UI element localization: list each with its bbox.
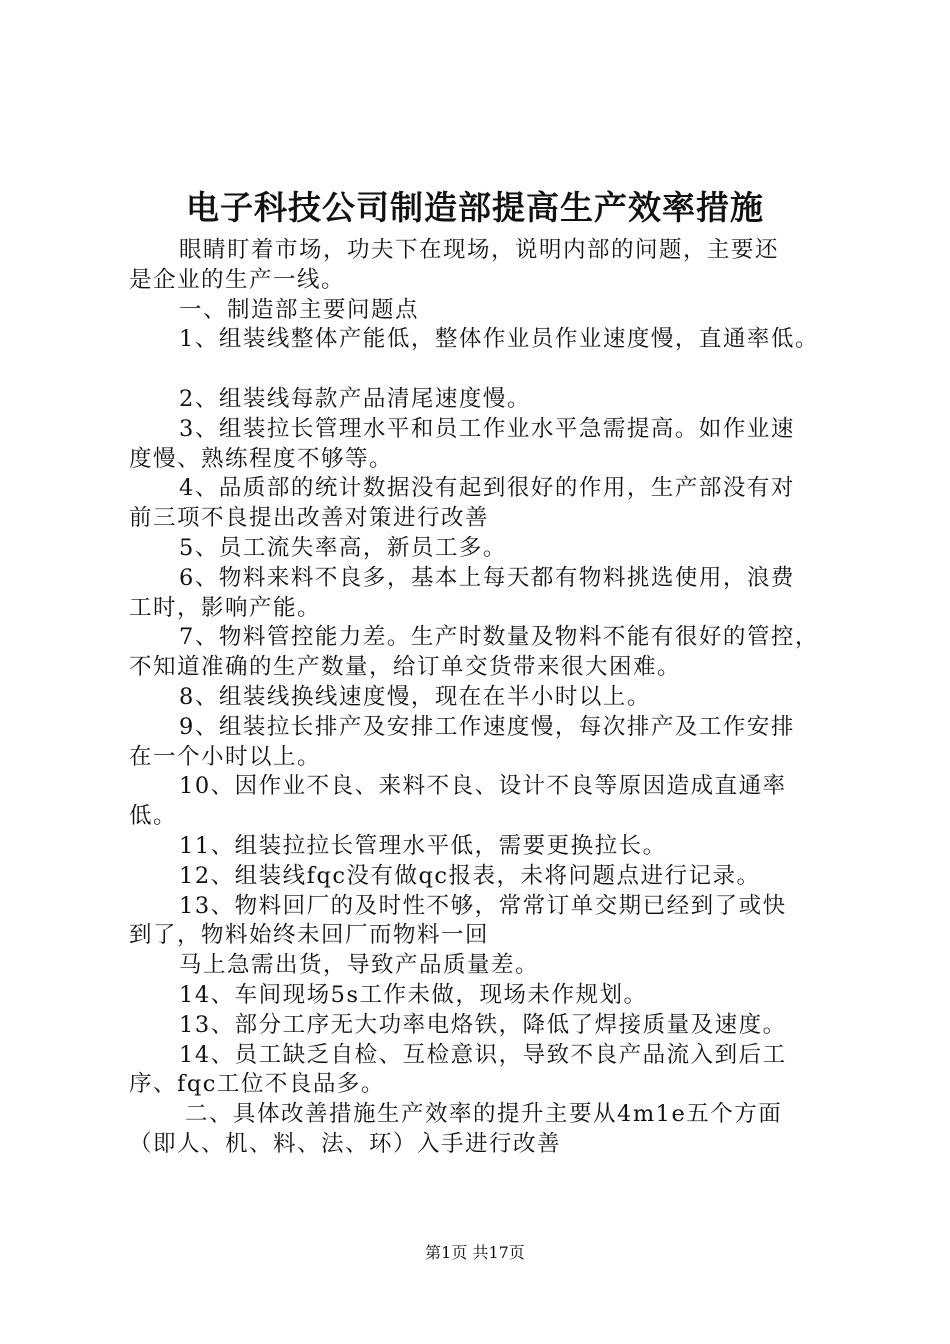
list-item-continuation: 马上急需出货，导致产品质量差。 — [179, 952, 540, 979]
paragraph-line: 眼睛盯着市场，功夫下在现场，说明内部的问题，主要还 — [179, 237, 780, 263]
list-item-continuation: 不知道准确的生产数量，给订单交货带来很大困难。 — [129, 654, 682, 681]
list-item: 14、车间现场5s工作未做，现场未作规划。 — [179, 981, 648, 1008]
list-item-continuation: 到了，物料始终未回厂而物料一回 — [129, 922, 490, 949]
list-item: 12、组装线fqc没有做qc报表，未将问题点进行记录。 — [179, 862, 761, 889]
list-item-continuation: 低。 — [129, 803, 178, 830]
blank-line — [129, 355, 845, 385]
list-item-continuation: 序、fqc工位不良品多。 — [129, 1071, 385, 1098]
list-item-continuation: 在一个小时以上。 — [129, 743, 322, 770]
list-item: 6、物料来料不良多，基本上每天都有物料挑选使用，浪费 — [179, 564, 795, 591]
list-item: 11、组装拉拉长管理水平低，需要更换拉长。 — [179, 832, 667, 859]
section-heading: 二、具体改善措施生产效率的提升主要从4m1e五个方面 — [185, 1101, 783, 1128]
paragraph-line: （即人、机、料、法、环）入手进行改善 — [129, 1130, 562, 1157]
list-item-continuation: 度慢、熟练程度不够等。 — [129, 445, 394, 472]
section-heading: 一、制造部主要问题点 — [179, 296, 420, 323]
list-item: 3、组装拉长管理水平和员工作业水平急需提高。如作业速 — [179, 415, 795, 442]
list-item: 1、组装线整体产能低，整体作业员作业速度慢，直通率低。 — [179, 326, 819, 353]
document-title: 电子科技公司制造部提高生产效率措施 — [186, 188, 764, 227]
document-body — [129, 236, 845, 1160]
list-item: 2、组装线每款产品清尾速度慢。 — [179, 385, 531, 412]
list-item: 10、因作业不良、来料不良、设计不良等原因造成直通率 — [179, 773, 787, 800]
paragraph-line: 是企业的生产一线。 — [129, 266, 346, 293]
list-item-continuation: 工时，影响产能。 — [129, 594, 322, 621]
list-item: 4、品质部的统计数据没有起到很好的作用，生产部没有对 — [179, 475, 795, 502]
list-item-continuation: 前三项不良提出改善对策进行改善 — [129, 505, 490, 532]
page-footer: 第1页 共17页 — [425, 1243, 525, 1262]
list-item: 8、组装线换线速度慢，现在在半小时以上。 — [179, 683, 651, 710]
list-item: 13、物料回厂的及时性不够，常常订单交期已经到了或快 — [179, 892, 787, 919]
list-item: 14、员工缺乏自检、互检意识，导致不良产品流入到后工 — [179, 1041, 787, 1068]
list-item: 7、物料管控能力差。生产时数量及物料不能有很好的管控， — [179, 624, 819, 651]
list-item: 5、员工流失率高，新员工多。 — [179, 534, 507, 561]
list-item: 13、部分工序无大功率电烙铁，降低了焊接质量及速度。 — [179, 1011, 787, 1038]
list-item: 9、组装拉长排产及安排工作速度慢，每次排产及工作安排 — [179, 713, 795, 740]
